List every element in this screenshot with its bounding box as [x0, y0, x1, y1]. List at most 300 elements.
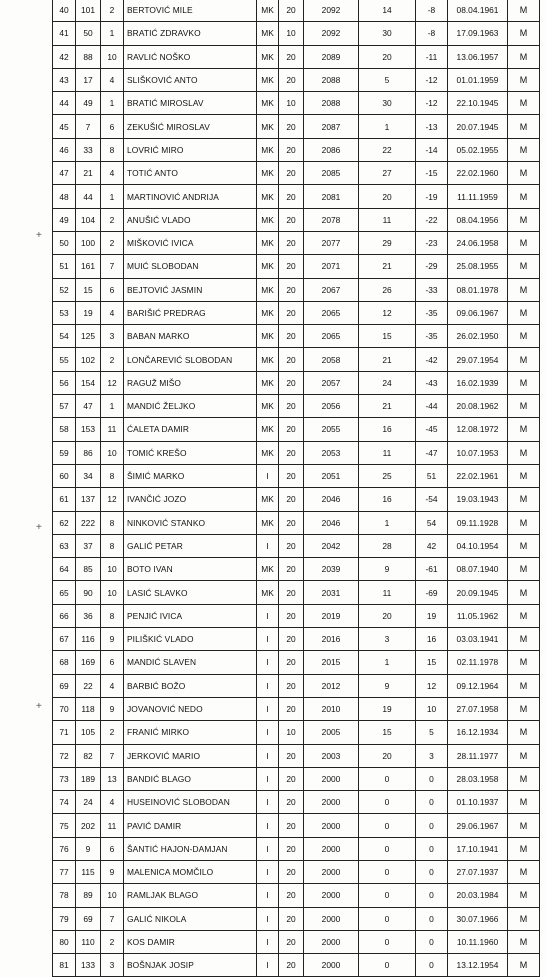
- name-cell: LASIĆ SLAVKO: [124, 581, 257, 604]
- club-cell: 9: [101, 860, 124, 883]
- category-cell: I: [257, 930, 279, 953]
- rank-cell: 77: [53, 860, 76, 883]
- club-cell: 11: [101, 814, 124, 837]
- rank-cell: 72: [53, 744, 76, 767]
- category-cell: I: [257, 791, 279, 814]
- birthdate-cell: 27.07.1958: [448, 697, 508, 720]
- category-cell: MK: [257, 511, 279, 534]
- birthdate-cell: 08.04.1956: [448, 208, 508, 231]
- birthdate-cell: 29.06.1967: [448, 814, 508, 837]
- category-cell: I: [257, 674, 279, 697]
- number-cell: 115: [76, 860, 101, 883]
- name-cell: BRATIĆ MIROSLAV: [124, 92, 257, 115]
- birthdate-cell: 20.09.1945: [448, 581, 508, 604]
- club-cell: 6: [101, 837, 124, 860]
- birthdate-cell: 16.12.1934: [448, 721, 508, 744]
- rating-cell: 2000: [304, 884, 359, 907]
- rating-cell: 2077: [304, 231, 359, 254]
- points-cell: 0: [359, 954, 416, 977]
- club-cell: 13: [101, 767, 124, 790]
- birthdate-cell: 01.10.1937: [448, 791, 508, 814]
- difference-cell: 15: [416, 651, 448, 674]
- games-cell: 10: [279, 721, 304, 744]
- table-row: [53, 651, 540, 674]
- number-cell: 202: [76, 814, 101, 837]
- rank-cell: 44: [53, 92, 76, 115]
- sex-cell: M: [508, 325, 540, 348]
- birthdate-cell: 10.11.1960: [448, 930, 508, 953]
- club-cell: 1: [101, 22, 124, 45]
- club-cell: 3: [101, 325, 124, 348]
- rating-cell: 2092: [304, 22, 359, 45]
- birthdate-cell: 28.03.1958: [448, 767, 508, 790]
- rank-cell: 68: [53, 651, 76, 674]
- birthdate-cell: 26.02.1950: [448, 325, 508, 348]
- points-cell: 20: [359, 45, 416, 68]
- games-cell: 20: [279, 115, 304, 138]
- difference-cell: -35: [416, 325, 448, 348]
- club-cell: 9: [101, 697, 124, 720]
- name-cell: MUIĆ SLOBODAN: [124, 255, 257, 278]
- table-row: [53, 0, 540, 22]
- points-cell: 21: [359, 348, 416, 371]
- name-cell: IVANČIĆ JOZO: [124, 488, 257, 511]
- category-cell: I: [257, 721, 279, 744]
- difference-cell: -19: [416, 185, 448, 208]
- table-row: [53, 767, 540, 790]
- points-cell: 1: [359, 651, 416, 674]
- number-cell: 154: [76, 371, 101, 394]
- birthdate-cell: 12.08.1972: [448, 418, 508, 441]
- name-cell: FRANIĆ MIRKO: [124, 721, 257, 744]
- club-cell: 9: [101, 628, 124, 651]
- birthdate-cell: 24.06.1958: [448, 231, 508, 254]
- table-row: [53, 371, 540, 394]
- games-cell: 20: [279, 767, 304, 790]
- club-cell: 8: [101, 534, 124, 557]
- category-cell: MK: [257, 22, 279, 45]
- birthdate-cell: 19.03.1943: [448, 488, 508, 511]
- rank-cell: 55: [53, 348, 76, 371]
- rating-cell: 2085: [304, 162, 359, 185]
- rank-cell: 62: [53, 511, 76, 534]
- games-cell: 20: [279, 208, 304, 231]
- name-cell: JOVANOVIĆ NEDO: [124, 697, 257, 720]
- number-cell: 15: [76, 278, 101, 301]
- name-cell: BRATIĆ ZDRAVKO: [124, 22, 257, 45]
- number-cell: 21: [76, 162, 101, 185]
- club-cell: 2: [101, 208, 124, 231]
- rating-cell: 2016: [304, 628, 359, 651]
- table-row: [53, 488, 540, 511]
- games-cell: 20: [279, 674, 304, 697]
- name-cell: BERTOVIĆ MILE: [124, 0, 257, 22]
- games-cell: 20: [279, 558, 304, 581]
- category-cell: MK: [257, 0, 279, 22]
- name-cell: ŠIMIĆ MARKO: [124, 464, 257, 487]
- birthdate-cell: 17.09.1963: [448, 22, 508, 45]
- club-cell: 8: [101, 511, 124, 534]
- number-cell: 50: [76, 22, 101, 45]
- difference-cell: -8: [416, 0, 448, 22]
- rating-cell: 2000: [304, 907, 359, 930]
- games-cell: 20: [279, 138, 304, 161]
- difference-cell: 5: [416, 721, 448, 744]
- birthdate-cell: 20.03.1984: [448, 884, 508, 907]
- club-cell: 10: [101, 45, 124, 68]
- category-cell: I: [257, 837, 279, 860]
- club-cell: 6: [101, 651, 124, 674]
- club-cell: 4: [101, 162, 124, 185]
- rating-cell: 2003: [304, 744, 359, 767]
- points-cell: 24: [359, 371, 416, 394]
- category-cell: MK: [257, 371, 279, 394]
- category-cell: MK: [257, 208, 279, 231]
- points-cell: 21: [359, 255, 416, 278]
- category-cell: I: [257, 464, 279, 487]
- rating-cell: 2065: [304, 325, 359, 348]
- rank-cell: 43: [53, 68, 76, 91]
- games-cell: 20: [279, 301, 304, 324]
- number-cell: 137: [76, 488, 101, 511]
- rank-cell: 50: [53, 231, 76, 254]
- birthdate-cell: 09.06.1967: [448, 301, 508, 324]
- club-cell: 12: [101, 488, 124, 511]
- points-cell: 3: [359, 628, 416, 651]
- name-cell: ĆALETA DAMIR: [124, 418, 257, 441]
- points-cell: 0: [359, 837, 416, 860]
- games-cell: 20: [279, 348, 304, 371]
- name-cell: BANDIĆ BLAGO: [124, 767, 257, 790]
- rank-cell: 61: [53, 488, 76, 511]
- name-cell: RAVLIĆ NOŠKO: [124, 45, 257, 68]
- table-row: [53, 418, 540, 441]
- category-cell: MK: [257, 348, 279, 371]
- number-cell: 161: [76, 255, 101, 278]
- birthdate-cell: 16.02.1939: [448, 371, 508, 394]
- category-cell: MK: [257, 581, 279, 604]
- name-cell: HUSEINOVIĆ SLOBODAN: [124, 791, 257, 814]
- points-cell: 0: [359, 767, 416, 790]
- birthdate-cell: 08.04.1961: [448, 0, 508, 22]
- points-cell: 26: [359, 278, 416, 301]
- sex-cell: M: [508, 697, 540, 720]
- number-cell: 169: [76, 651, 101, 674]
- club-cell: 2: [101, 930, 124, 953]
- birthdate-cell: 09.11.1928: [448, 511, 508, 534]
- sex-cell: M: [508, 558, 540, 581]
- rank-cell: 58: [53, 418, 76, 441]
- sex-cell: M: [508, 511, 540, 534]
- rank-cell: 57: [53, 395, 76, 418]
- rating-cell: 2046: [304, 488, 359, 511]
- club-cell: 4: [101, 68, 124, 91]
- number-cell: 90: [76, 581, 101, 604]
- points-cell: 29: [359, 231, 416, 254]
- points-cell: 28: [359, 534, 416, 557]
- table-row: [53, 744, 540, 767]
- category-cell: MK: [257, 231, 279, 254]
- ranking-table: [52, 0, 540, 977]
- name-cell: ZEKUŠIĆ MIROSLAV: [124, 115, 257, 138]
- category-cell: MK: [257, 441, 279, 464]
- sex-cell: M: [508, 604, 540, 627]
- number-cell: 19: [76, 301, 101, 324]
- points-cell: 20: [359, 185, 416, 208]
- name-cell: BARBIĆ BOŽO: [124, 674, 257, 697]
- club-cell: 1: [101, 92, 124, 115]
- games-cell: 20: [279, 68, 304, 91]
- difference-cell: -15: [416, 162, 448, 185]
- table-row: [53, 628, 540, 651]
- games-cell: 20: [279, 628, 304, 651]
- table-row: [53, 45, 540, 68]
- difference-cell: -8: [416, 22, 448, 45]
- games-cell: 20: [279, 581, 304, 604]
- points-cell: 9: [359, 674, 416, 697]
- points-cell: 15: [359, 721, 416, 744]
- sex-cell: M: [508, 488, 540, 511]
- difference-cell: 0: [416, 814, 448, 837]
- games-cell: 20: [279, 907, 304, 930]
- rating-cell: 2086: [304, 138, 359, 161]
- margin-mark: +: [36, 701, 42, 712]
- rating-cell: 2055: [304, 418, 359, 441]
- club-cell: 6: [101, 115, 124, 138]
- rating-cell: 2057: [304, 371, 359, 394]
- number-cell: 133: [76, 954, 101, 977]
- difference-cell: -14: [416, 138, 448, 161]
- birthdate-cell: 08.07.1940: [448, 558, 508, 581]
- games-cell: 20: [279, 231, 304, 254]
- category-cell: MK: [257, 92, 279, 115]
- category-cell: I: [257, 651, 279, 674]
- table-row: [53, 930, 540, 953]
- birthdate-cell: 22.02.1960: [448, 162, 508, 185]
- rank-cell: 66: [53, 604, 76, 627]
- rating-cell: 2046: [304, 511, 359, 534]
- category-cell: I: [257, 744, 279, 767]
- rank-cell: 53: [53, 301, 76, 324]
- club-cell: 7: [101, 907, 124, 930]
- rating-cell: 2010: [304, 697, 359, 720]
- number-cell: 85: [76, 558, 101, 581]
- category-cell: MK: [257, 185, 279, 208]
- table-row: [53, 954, 540, 977]
- rank-cell: 60: [53, 464, 76, 487]
- birthdate-cell: 05.02.1955: [448, 138, 508, 161]
- name-cell: MANDIĆ SLAVEN: [124, 651, 257, 674]
- sex-cell: M: [508, 231, 540, 254]
- points-cell: 11: [359, 208, 416, 231]
- rank-cell: 73: [53, 767, 76, 790]
- club-cell: 6: [101, 278, 124, 301]
- points-cell: 1: [359, 115, 416, 138]
- margin-mark: +: [36, 230, 42, 241]
- category-cell: I: [257, 860, 279, 883]
- rating-cell: 2031: [304, 581, 359, 604]
- birthdate-cell: 29.07.1954: [448, 348, 508, 371]
- rank-cell: 70: [53, 697, 76, 720]
- club-cell: 2: [101, 0, 124, 22]
- table-row: [53, 721, 540, 744]
- points-cell: 0: [359, 791, 416, 814]
- number-cell: 153: [76, 418, 101, 441]
- name-cell: KOS DAMIR: [124, 930, 257, 953]
- sex-cell: M: [508, 837, 540, 860]
- sex-cell: M: [508, 767, 540, 790]
- games-cell: 20: [279, 464, 304, 487]
- birthdate-cell: 11.05.1962: [448, 604, 508, 627]
- name-cell: PILIŠKIĆ VLADO: [124, 628, 257, 651]
- points-cell: 0: [359, 884, 416, 907]
- points-cell: 9: [359, 558, 416, 581]
- difference-cell: -33: [416, 278, 448, 301]
- name-cell: TOTIĆ ANTO: [124, 162, 257, 185]
- rank-cell: 76: [53, 837, 76, 860]
- games-cell: 10: [279, 92, 304, 115]
- category-cell: MK: [257, 301, 279, 324]
- margin-mark: +: [36, 522, 42, 533]
- points-cell: 0: [359, 907, 416, 930]
- games-cell: 20: [279, 534, 304, 557]
- games-cell: 20: [279, 371, 304, 394]
- number-cell: 44: [76, 185, 101, 208]
- difference-cell: 12: [416, 674, 448, 697]
- name-cell: MARTINOVIĆ ANDRIJA: [124, 185, 257, 208]
- rating-cell: 2000: [304, 860, 359, 883]
- name-cell: RAMLJAK BLAGO: [124, 884, 257, 907]
- difference-cell: 0: [416, 767, 448, 790]
- sex-cell: M: [508, 278, 540, 301]
- category-cell: I: [257, 884, 279, 907]
- sex-cell: M: [508, 395, 540, 418]
- birthdate-cell: 13.06.1957: [448, 45, 508, 68]
- name-cell: MALENICA MOMČILO: [124, 860, 257, 883]
- name-cell: LOVRIĆ MIRO: [124, 138, 257, 161]
- difference-cell: 54: [416, 511, 448, 534]
- name-cell: MANDIĆ ŽELJKO: [124, 395, 257, 418]
- table-row: [53, 837, 540, 860]
- games-cell: 20: [279, 884, 304, 907]
- sex-cell: M: [508, 162, 540, 185]
- difference-cell: -22: [416, 208, 448, 231]
- points-cell: 15: [359, 325, 416, 348]
- name-cell: ŠANTIĆ HAJON-DAMJAN: [124, 837, 257, 860]
- rank-cell: 81: [53, 954, 76, 977]
- difference-cell: 0: [416, 884, 448, 907]
- points-cell: 30: [359, 22, 416, 45]
- category-cell: MK: [257, 45, 279, 68]
- games-cell: 20: [279, 930, 304, 953]
- category-cell: MK: [257, 255, 279, 278]
- table-row: [53, 907, 540, 930]
- rating-cell: 2088: [304, 68, 359, 91]
- difference-cell: -61: [416, 558, 448, 581]
- number-cell: 101: [76, 0, 101, 22]
- category-cell: I: [257, 697, 279, 720]
- difference-cell: -29: [416, 255, 448, 278]
- difference-cell: 16: [416, 628, 448, 651]
- category-cell: MK: [257, 418, 279, 441]
- games-cell: 20: [279, 697, 304, 720]
- sex-cell: M: [508, 348, 540, 371]
- club-cell: 12: [101, 371, 124, 394]
- difference-cell: -13: [416, 115, 448, 138]
- points-cell: 20: [359, 604, 416, 627]
- table-row: [53, 534, 540, 557]
- number-cell: 69: [76, 907, 101, 930]
- difference-cell: 42: [416, 534, 448, 557]
- sex-cell: M: [508, 138, 540, 161]
- table-row: [53, 441, 540, 464]
- category-cell: I: [257, 954, 279, 977]
- difference-cell: 3: [416, 744, 448, 767]
- sex-cell: M: [508, 674, 540, 697]
- rating-cell: 2087: [304, 115, 359, 138]
- rating-cell: 2081: [304, 185, 359, 208]
- club-cell: 10: [101, 441, 124, 464]
- table-row: [53, 208, 540, 231]
- club-cell: 8: [101, 464, 124, 487]
- rating-cell: 2065: [304, 301, 359, 324]
- sex-cell: M: [508, 534, 540, 557]
- number-cell: 102: [76, 348, 101, 371]
- sex-cell: M: [508, 418, 540, 441]
- difference-cell: -45: [416, 418, 448, 441]
- number-cell: 36: [76, 604, 101, 627]
- games-cell: 20: [279, 162, 304, 185]
- table-row: [53, 581, 540, 604]
- rank-cell: 75: [53, 814, 76, 837]
- birthdate-cell: 02.11.1978: [448, 651, 508, 674]
- sex-cell: M: [508, 371, 540, 394]
- sex-cell: M: [508, 651, 540, 674]
- name-cell: BEJTOVIĆ JASMIN: [124, 278, 257, 301]
- difference-cell: -42: [416, 348, 448, 371]
- difference-cell: -44: [416, 395, 448, 418]
- number-cell: 189: [76, 767, 101, 790]
- difference-cell: -11: [416, 45, 448, 68]
- table-row: [53, 278, 540, 301]
- table-row: [53, 231, 540, 254]
- name-cell: PAVIĆ DAMIR: [124, 814, 257, 837]
- category-cell: MK: [257, 558, 279, 581]
- rating-cell: 2058: [304, 348, 359, 371]
- name-cell: GALIĆ NIKOLA: [124, 907, 257, 930]
- points-cell: 22: [359, 138, 416, 161]
- birthdate-cell: 04.10.1954: [448, 534, 508, 557]
- club-cell: 4: [101, 674, 124, 697]
- difference-cell: 0: [416, 791, 448, 814]
- games-cell: 20: [279, 0, 304, 22]
- difference-cell: 0: [416, 860, 448, 883]
- number-cell: 9: [76, 837, 101, 860]
- rating-cell: 2012: [304, 674, 359, 697]
- games-cell: 20: [279, 860, 304, 883]
- rating-cell: 2000: [304, 791, 359, 814]
- difference-cell: 0: [416, 907, 448, 930]
- sex-cell: M: [508, 115, 540, 138]
- games-cell: 20: [279, 418, 304, 441]
- games-cell: 10: [279, 22, 304, 45]
- name-cell: BARIŠIĆ PREDRAG: [124, 301, 257, 324]
- rating-cell: 2019: [304, 604, 359, 627]
- club-cell: 4: [101, 791, 124, 814]
- sex-cell: M: [508, 68, 540, 91]
- difference-cell: -47: [416, 441, 448, 464]
- club-cell: 1: [101, 395, 124, 418]
